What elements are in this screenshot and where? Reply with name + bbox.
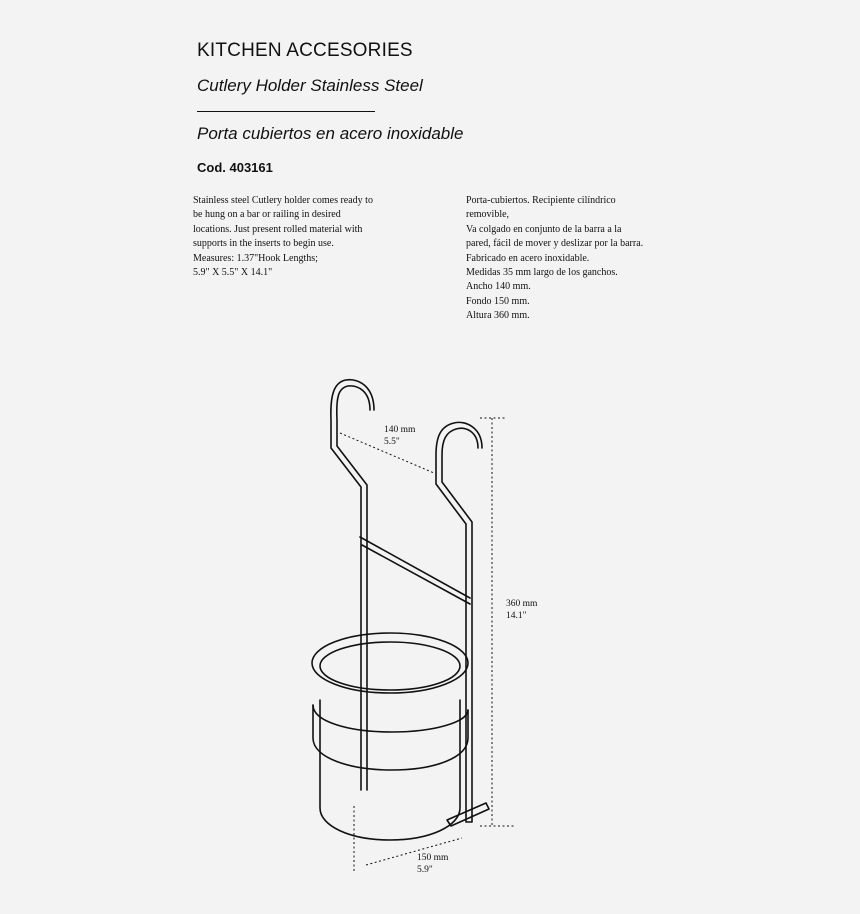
right-hook [436,422,482,815]
width-dimension-label [384,424,415,448]
description-line: supports in the inserts to begin use. [193,238,334,250]
support-ring-top [313,705,468,732]
description-line: Stainless steel Cutlery holder comes ready to [193,195,373,206]
width-imperial: 5.5" [384,437,400,447]
product-name-en: Cutlery Holder Stainless Steel [197,76,423,95]
cross-brace [360,537,470,598]
support-ring [313,705,468,770]
description-line: locations. Just present rolled material with [193,223,363,235]
height-metric: 360 mm [506,599,538,609]
description-line: Ancho 140 mm. [466,281,531,293]
section-title: KITCHEN ACCESORIES [197,40,413,61]
width-metric: 140 mm [384,425,416,435]
description-line: Va colgado en conjunto de la barra a la [466,223,622,235]
description-line: be hung on a bar or railing in desired [193,209,341,221]
cup-rim-inner [320,642,460,690]
depth-metric: 150 mm [417,853,449,863]
depth-dimension-label [417,852,448,876]
description-line: pared, fácil de mover y deslizar por la barra. [466,238,644,250]
description-line: Medidas 35 mm largo de los ganchos. [466,267,618,279]
height-dimension-label [506,598,537,622]
description-line: 5.9" X 5.5" X 14.1" [193,267,273,279]
description-line: Altura 360 mm. [466,310,530,322]
height-imperial: 14.1" [506,611,527,621]
description-line: Fondo 150 mm. [466,295,530,307]
description-line: Fabricado en acero inoxidable. [466,252,590,264]
description-line: removible, [466,209,510,221]
product-code: Cod. 403161 [197,160,273,175]
description-line: Measures: 1.37"Hook Lengths; [193,252,318,264]
depth-imperial: 5.9" [417,865,433,875]
cross-brace-inner [362,545,470,604]
description-line: Porta-cubiertos. Recipiente cilíndrico [466,195,616,206]
product-name-es: Porta cubiertos en acero inoxidable [197,124,464,143]
